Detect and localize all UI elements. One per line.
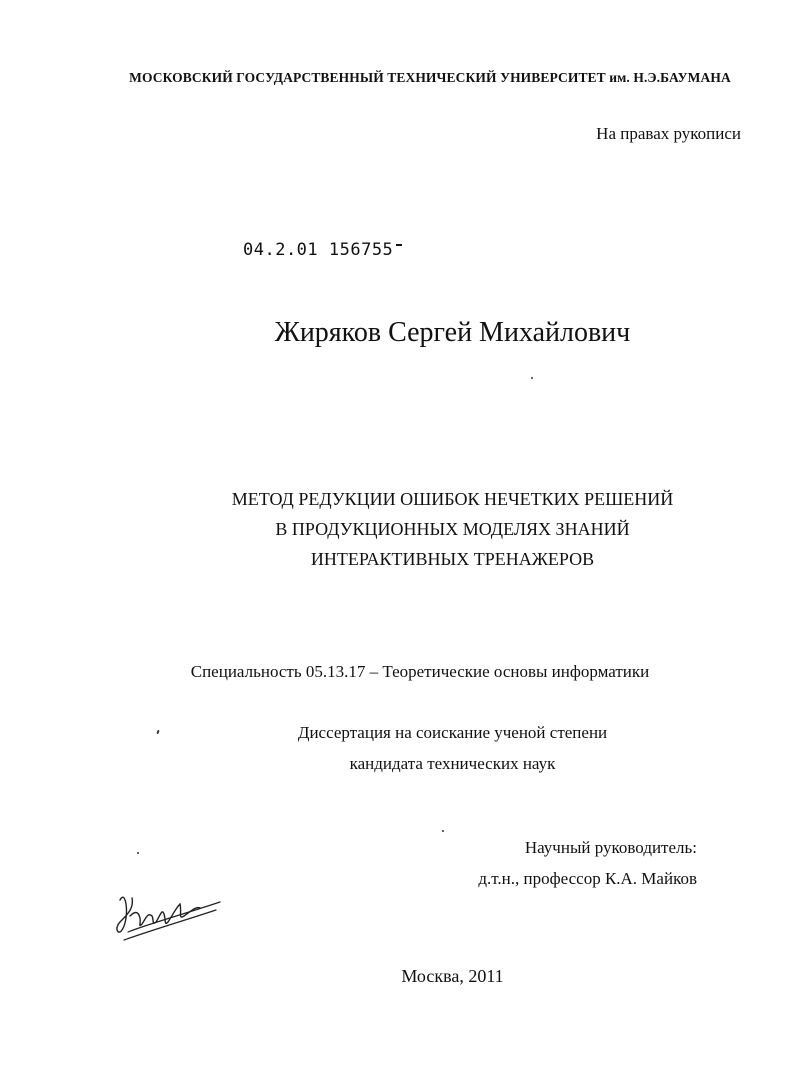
registration-stamp [243,240,402,260]
degree-line-2: кандидата технических наук [349,754,556,773]
rights-note: На правах рукописи [596,124,741,143]
city-year: Москва, 2011 [401,966,504,986]
scan-speck [531,377,533,379]
supervisor-block [478,832,697,894]
dissertation-title [0,484,793,574]
title-line-1: МЕТОД РЕДУКЦИИ ОШИБОК НЕЧЕТКИХ РЕШЕНИЙ [231,489,674,509]
scan-speck [137,852,139,854]
author-name: Жиряков Сергей Михайлович [274,317,631,348]
handwritten-signature [108,878,228,948]
scan-speck [442,830,444,832]
supervisor-label: Научный руководитель: [524,838,697,857]
degree-statement [0,717,793,779]
degree-line-1: Диссертация на соискание ученой степени [297,723,608,742]
specialty-line: Специальность 05.13.17 – Теоретические основы информатики [190,662,650,681]
university-name: МОСКОВСКИЙ ГОСУДАРСТВЕННЫЙ ТЕХНИЧЕСКИЙ УНИВЕРСИТЕТ им. Н.Э.БАУМАНА [129,70,731,85]
title-line-2: В ПРОДУКЦИОННЫХ МОДЕЛЯХ ЗНАНИЙ [275,519,630,539]
stamp-code: 04.2.01 156755 [243,240,394,260]
supervisor-name: д.т.н., профессор К.А. Майков [478,869,697,888]
university-header [0,70,793,86]
title-line-3: ИНТЕРАКТИВНЫХ ТРЕНАЖЕРОВ [310,549,595,569]
stamp-dash-mark [396,244,402,246]
